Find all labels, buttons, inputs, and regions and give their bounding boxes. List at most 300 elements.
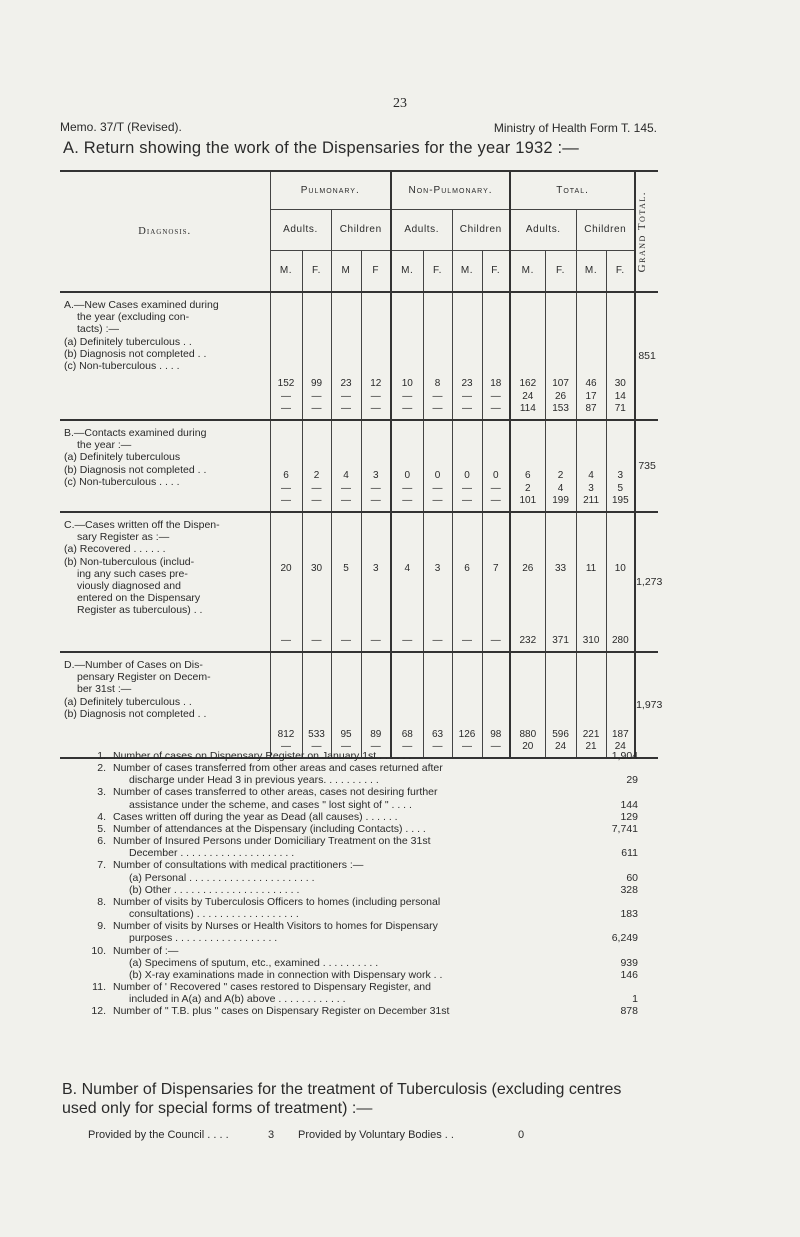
- item-text-line: Cases written off during the year as Dead (all causes) . . . . . .: [113, 810, 398, 823]
- value-column: [510, 420, 545, 512]
- item-text-line: Number of Insured Persons under Domiciliary Treatment on the 31st: [113, 835, 431, 848]
- provided-line: [88, 1129, 648, 1141]
- cell-value: —: [370, 482, 381, 494]
- cell-value: 20: [280, 562, 292, 574]
- summary-item: [88, 896, 648, 920]
- cell-value: 24: [614, 740, 626, 752]
- cell-value: 6: [464, 562, 470, 574]
- provided-council-value: 3: [268, 1129, 275, 1141]
- value-column: [270, 652, 302, 758]
- section-label-line: (b) Non-tuberculous (includ-: [64, 555, 195, 568]
- value-column: [423, 292, 452, 420]
- cell-value: —: [341, 390, 351, 402]
- cell-value: 5: [343, 562, 349, 574]
- cell-value: 211: [583, 494, 600, 506]
- grand-total-value: 1,973: [635, 652, 658, 758]
- cell-value: —: [281, 634, 291, 646]
- cell-value: 6: [525, 470, 531, 482]
- col-f: F.: [423, 250, 452, 292]
- cell-value: 21: [585, 740, 597, 752]
- col-f: F.: [302, 250, 331, 292]
- summary-item: [88, 872, 648, 884]
- cell-value: 20: [522, 740, 534, 752]
- item-text: [113, 859, 578, 871]
- section-label-line: A.—New Cases examined during: [64, 299, 219, 311]
- cell-value: 812: [277, 728, 295, 740]
- cell-value: 232: [519, 634, 537, 646]
- section-label-line: the year (excluding con-: [77, 311, 190, 324]
- grand-total-header-cell: [635, 171, 658, 292]
- cell-value: 2: [313, 470, 320, 482]
- item-text: [113, 957, 578, 969]
- cell-value: —: [281, 494, 291, 506]
- cell-value: —: [432, 494, 443, 506]
- section-row: [60, 292, 658, 420]
- item-value: 146: [620, 968, 638, 981]
- cell-value: —: [341, 402, 351, 414]
- value-column: [452, 652, 482, 758]
- cell-value: 3: [372, 470, 379, 482]
- section-label-line: pensary Register on Decem-: [77, 671, 211, 684]
- value-column: [545, 512, 576, 652]
- col-m: M.: [391, 250, 423, 292]
- cell-value: 11: [585, 562, 597, 574]
- summary-item: [88, 859, 648, 871]
- cell-value: 6: [283, 470, 289, 482]
- value-column: [423, 512, 452, 652]
- cell-value: 0: [464, 470, 470, 482]
- item-value: 60: [626, 871, 638, 884]
- cell-value: —: [341, 634, 351, 646]
- cell-value: 3: [434, 562, 441, 574]
- section-label-line: D.—Number of Cases on Dis-: [64, 659, 203, 671]
- col-f: F.: [482, 250, 510, 292]
- value-column: [270, 292, 302, 420]
- non-pulmonary-children-header: Children: [452, 209, 510, 250]
- section-label-line: Register as tuberculous) . .: [77, 604, 203, 617]
- item-value: 183: [620, 908, 638, 921]
- value-column: [331, 292, 361, 420]
- cell-value: 68: [401, 728, 413, 740]
- provided-voluntary-value: 0: [518, 1129, 525, 1141]
- cell-value: 0: [492, 470, 499, 482]
- item-value: 7,741: [611, 822, 638, 835]
- cell-value: 533: [308, 728, 325, 740]
- cell-value: —: [462, 740, 472, 752]
- cell-value: —: [311, 482, 322, 494]
- item-number: 9.: [97, 920, 106, 933]
- cell-value: 30: [310, 562, 323, 574]
- item-text-line: assistance under the scheme, and cases " lost sight of " . . . .: [129, 798, 412, 811]
- cell-value: —: [432, 482, 443, 494]
- cell-value: —: [402, 402, 413, 414]
- item-text: [113, 1005, 578, 1017]
- page-number: 23: [393, 96, 407, 111]
- item-text-line: Number of :—: [113, 944, 179, 957]
- table-header: [60, 171, 658, 292]
- cell-value: 5: [617, 482, 624, 494]
- cell-value: 0: [404, 470, 411, 482]
- item-number: 12.: [91, 1005, 106, 1018]
- value-column: [302, 652, 331, 758]
- cell-value: 371: [552, 634, 569, 646]
- summary-item: [88, 1005, 648, 1017]
- item-text-line: (b) Other . . . . . . . . . . . . . . . . . . . . . .: [129, 883, 300, 896]
- item-text-line: included in A(a) and A(b) above . . . . . . . . . . . .: [129, 993, 346, 1006]
- section-label-line: (b) Diagnosis not completed . .: [64, 463, 207, 476]
- summary-item: [88, 981, 648, 1005]
- cell-value: 4: [557, 482, 564, 494]
- item-text-line: purposes . . . . . . . . . . . . . . . . . .: [129, 932, 278, 945]
- grand-total-value: 851: [635, 292, 658, 420]
- cell-value: 30: [614, 378, 626, 390]
- cell-value: 310: [582, 634, 600, 646]
- value-column: [270, 420, 302, 512]
- non-pulmonary-header: Non-Pulmonary.: [391, 171, 510, 209]
- dispensary-return-table: [60, 170, 663, 759]
- cell-value: —: [341, 482, 351, 494]
- cell-value: —: [490, 740, 501, 752]
- item-text-line: Number of ' Recovered " cases restored to Dispensary Register, and: [113, 980, 431, 993]
- total-header: Total.: [510, 171, 635, 209]
- section-label: [60, 652, 270, 758]
- value-column: [423, 420, 452, 512]
- section-label-line: viously diagnosed and: [77, 580, 181, 593]
- cell-value: 10: [614, 562, 626, 574]
- cell-value: 221: [582, 728, 600, 740]
- cell-value: —: [311, 494, 322, 506]
- item-text: [113, 811, 578, 823]
- item-number: 7.: [97, 859, 106, 872]
- cell-value: 4: [343, 470, 349, 482]
- cell-value: —: [341, 740, 351, 752]
- value-column: [576, 420, 606, 512]
- cell-value: 89: [370, 728, 382, 740]
- item-text: [113, 884, 578, 896]
- item-number: 6.: [97, 835, 106, 848]
- col-m: M.: [270, 250, 302, 292]
- cell-value: 152: [277, 378, 295, 390]
- item-value: 939: [620, 956, 638, 969]
- cell-value: —: [311, 634, 322, 646]
- section-label: [60, 292, 270, 420]
- item-value: 1,904: [611, 750, 638, 762]
- value-column: [302, 512, 331, 652]
- diagnosis-header: Diagnosis.: [60, 171, 270, 292]
- item-value: 878: [620, 1005, 638, 1018]
- cell-value: —: [462, 634, 472, 646]
- item-text-line: Number of " T.B. plus " cases on Dispensary Register on December 31st: [113, 1005, 450, 1018]
- cell-value: —: [281, 390, 291, 402]
- pulmonary-header: Pulmonary.: [270, 171, 391, 209]
- item-text-line: discharge under Head 3 in previous years. . . . . . . . . .: [129, 774, 379, 787]
- col-m: M.: [576, 250, 606, 292]
- value-column: [545, 420, 576, 512]
- value-column: [482, 512, 510, 652]
- value-column: [361, 512, 391, 652]
- memo-reference: Memo. 37/T (Revised).: [60, 120, 182, 134]
- provided-voluntary-label: Provided by Voluntary Bodies . .: [298, 1129, 454, 1141]
- section-label-line: (c) Non-tuberculous . . . .: [64, 475, 180, 488]
- value-column: [576, 512, 606, 652]
- value-column: [606, 652, 635, 758]
- value-column: [576, 292, 606, 420]
- section-label-line: C.—Cases written off the Dispen-: [64, 519, 220, 531]
- value-column: [361, 292, 391, 420]
- item-text: [113, 786, 578, 810]
- cell-value: 195: [611, 494, 629, 506]
- value-column: [270, 512, 302, 652]
- item-value: 1: [632, 993, 638, 1006]
- cell-value: 2: [525, 482, 531, 494]
- section-label-line: (b) Diagnosis not completed . .: [64, 347, 207, 360]
- item-text: [113, 872, 578, 884]
- cell-value: 4: [404, 562, 411, 574]
- item-text-line: (b) X-ray examinations made in connection with Dispensary work . .: [129, 968, 443, 981]
- grand-total-value: 1,273: [635, 512, 658, 652]
- cell-value: —: [462, 482, 472, 494]
- col-f: F.: [545, 250, 576, 292]
- section-label: [60, 512, 270, 652]
- cell-value: 14: [614, 390, 626, 402]
- section-label-line: tacts) :—: [77, 323, 120, 336]
- item-text: [113, 896, 578, 920]
- cell-value: 95: [340, 728, 352, 740]
- cell-value: 101: [519, 494, 537, 506]
- cell-value: —: [462, 494, 472, 506]
- cell-value: 3: [617, 470, 624, 482]
- item-text: [113, 835, 578, 859]
- cell-value: 126: [458, 728, 476, 740]
- cell-value: 0: [434, 470, 441, 482]
- cell-value: 4: [588, 470, 594, 482]
- summary-items: [88, 750, 648, 1017]
- cell-value: 199: [552, 494, 569, 506]
- item-number: 11.: [92, 980, 106, 993]
- value-column: [423, 652, 452, 758]
- cell-value: —: [341, 494, 351, 506]
- summary-item: [88, 811, 648, 823]
- cell-value: —: [490, 482, 501, 494]
- value-column: [576, 652, 606, 758]
- value-column: [391, 652, 423, 758]
- form-reference: Ministry of Health Form T. 145.: [493, 121, 657, 135]
- section-b-heading: B. Number of Dispensaries for the treatment of Tuberculosis (excluding centres used only for special forms of treatment) :—: [62, 1081, 622, 1117]
- summary-item: [88, 750, 648, 762]
- non-pulmonary-adults-header: Adults.: [391, 209, 452, 250]
- cell-value: —: [311, 390, 322, 402]
- cell-value: 24: [522, 390, 534, 402]
- item-text-line: Number of consultations with medical practitioners :—: [113, 859, 364, 872]
- col-m: M: [331, 250, 361, 292]
- item-text-line: Number of visits by Nurses or Health Visitors to homes for Dispensary: [113, 920, 438, 933]
- section-label-line: (a) Definitely tuberculous . .: [64, 335, 192, 348]
- item-number: 5.: [97, 822, 106, 835]
- table-body: [60, 292, 663, 758]
- value-column: [482, 420, 510, 512]
- cell-value: —: [402, 390, 413, 402]
- cell-value: —: [281, 740, 291, 752]
- cell-value: 63: [431, 728, 444, 740]
- section-label-line: (a) Definitely tuberculous: [64, 451, 181, 464]
- cell-value: 280: [611, 634, 629, 646]
- cell-value: —: [432, 390, 443, 402]
- item-text-line: Number of cases on Dispensary Register on January 1st . . . . . .: [113, 750, 412, 762]
- total-children-header: Children: [576, 209, 635, 250]
- item-text-line: (a) Specimens of sputum, etc., examined . . . . . . . . . .: [129, 956, 379, 969]
- return-title: A. Return showing the work of the Dispensaries for the year 1932 :—: [63, 139, 579, 157]
- item-number: 3.: [97, 786, 106, 799]
- pulmonary-children-header: Children: [331, 209, 391, 250]
- section-label-line: sary Register as :—: [77, 531, 170, 544]
- summary-item: [88, 884, 648, 896]
- item-number: 4.: [97, 810, 106, 823]
- item-text-line: December . . . . . . . . . . . . . . . . . . . .: [129, 847, 295, 860]
- cell-value: 71: [614, 402, 626, 414]
- col-m: M.: [452, 250, 482, 292]
- cell-value: 162: [519, 378, 537, 390]
- cell-value: —: [462, 402, 472, 414]
- cell-value: —: [490, 494, 501, 506]
- item-number: 2.: [97, 762, 106, 775]
- value-column: [391, 420, 423, 512]
- cell-value: 33: [554, 562, 567, 574]
- cell-value: —: [370, 634, 381, 646]
- col-m: M.: [510, 250, 545, 292]
- pulmonary-adults-header: Adults.: [270, 209, 331, 250]
- section-row: [60, 420, 658, 512]
- cell-value: —: [490, 402, 501, 414]
- cell-value: 3: [588, 482, 594, 494]
- total-adults-header: Adults.: [510, 209, 576, 250]
- item-text-line: Number of attendances at the Dispensary (including Contacts) . . . .: [113, 822, 426, 835]
- value-column: [452, 512, 482, 652]
- item-text: [113, 969, 578, 981]
- grand-total-value: 735: [635, 420, 658, 512]
- item-text-line: Number of visits by Tuberculosis Officers to homes (including personal: [113, 895, 441, 908]
- item-number: 8.: [97, 895, 106, 908]
- cell-value: 10: [401, 378, 413, 390]
- value-column: [510, 652, 545, 758]
- cell-value: 23: [461, 378, 473, 390]
- cell-value: 46: [585, 378, 597, 390]
- summary-item: [88, 823, 648, 835]
- cell-value: 17: [585, 390, 597, 402]
- item-number: 10.: [91, 944, 106, 957]
- item-value: 29: [626, 774, 638, 787]
- cell-value: 2: [557, 470, 564, 482]
- section-label-line: (b) Diagnosis not completed . .: [64, 707, 207, 720]
- value-column: [361, 420, 391, 512]
- item-value: 611: [621, 847, 638, 860]
- cell-value: 7: [492, 562, 499, 574]
- cell-value: —: [490, 390, 501, 402]
- cell-value: 26: [522, 562, 534, 574]
- item-value: 129: [620, 810, 638, 823]
- col-f: F: [361, 250, 391, 292]
- item-text: [113, 750, 578, 762]
- summary-item: [88, 969, 648, 981]
- value-column: [482, 292, 510, 420]
- value-column: [452, 420, 482, 512]
- provided-council-label: Provided by the Council . . . .: [88, 1129, 229, 1141]
- item-text-line: Number of cases transferred from other areas and cases returned after: [113, 762, 443, 775]
- section-label-line: the year :—: [77, 439, 132, 452]
- value-column: [452, 292, 482, 420]
- value-column: [545, 652, 576, 758]
- item-text: [113, 762, 578, 786]
- cell-value: —: [432, 740, 443, 752]
- item-text-line: (a) Personal . . . . . . . . . . . . . . . . . . . . . .: [129, 871, 315, 884]
- summary-item: [88, 762, 648, 786]
- grand-total-header: Grand Total.: [636, 190, 649, 273]
- cell-value: 187: [611, 728, 629, 740]
- cell-value: —: [281, 482, 291, 494]
- item-text: [113, 981, 578, 1005]
- value-column: [331, 652, 361, 758]
- cell-value: —: [432, 402, 443, 414]
- item-text: [113, 823, 578, 835]
- cell-value: —: [370, 390, 381, 402]
- summary-item: [88, 786, 648, 810]
- item-text: [113, 945, 578, 957]
- value-column: [510, 512, 545, 652]
- cell-value: —: [432, 634, 443, 646]
- cell-value: —: [402, 494, 413, 506]
- section-label-line: ber 31st :—: [77, 683, 132, 696]
- value-column: [606, 512, 635, 652]
- value-column: [391, 512, 423, 652]
- section-row: [60, 512, 658, 652]
- summary-item: [88, 920, 648, 944]
- cell-value: —: [462, 390, 472, 402]
- cell-value: —: [281, 402, 291, 414]
- cell-value: 8: [434, 378, 441, 390]
- cell-value: 99: [310, 378, 323, 390]
- summary-item: [88, 835, 648, 859]
- section-row: [60, 652, 658, 758]
- section-label-line: (a) Recovered . . . . . .: [64, 543, 166, 556]
- value-column: [302, 292, 331, 420]
- cell-value: —: [370, 402, 381, 414]
- section-label-line: entered on the Dispensary: [77, 592, 201, 605]
- section-label-line: (c) Non-tuberculous . . . .: [64, 360, 180, 373]
- value-column: [361, 652, 391, 758]
- cell-value: —: [490, 634, 501, 646]
- cell-value: —: [370, 494, 381, 506]
- cell-value: 3: [372, 562, 379, 574]
- item-text-line: consultations) . . . . . . . . . . . . . . . . . .: [129, 908, 299, 921]
- summary-item: [88, 957, 648, 969]
- value-column: [510, 292, 545, 420]
- section-label-line: B.—Contacts examined during: [64, 427, 207, 439]
- cell-value: 87: [585, 402, 597, 414]
- item-number: 1.: [97, 750, 106, 762]
- cell-value: 153: [552, 402, 569, 414]
- cell-value: —: [311, 740, 322, 752]
- cell-value: —: [402, 634, 413, 646]
- section-label-line: ing any such cases pre-: [77, 567, 188, 580]
- cell-value: 114: [519, 402, 536, 414]
- cell-value: 12: [370, 378, 382, 390]
- cell-value: 107: [552, 378, 569, 390]
- value-column: [606, 292, 635, 420]
- cell-value: —: [402, 740, 413, 752]
- section-label: [60, 420, 270, 512]
- item-value: 6,249: [611, 932, 638, 945]
- cell-value: 880: [519, 728, 537, 740]
- value-column: [331, 512, 361, 652]
